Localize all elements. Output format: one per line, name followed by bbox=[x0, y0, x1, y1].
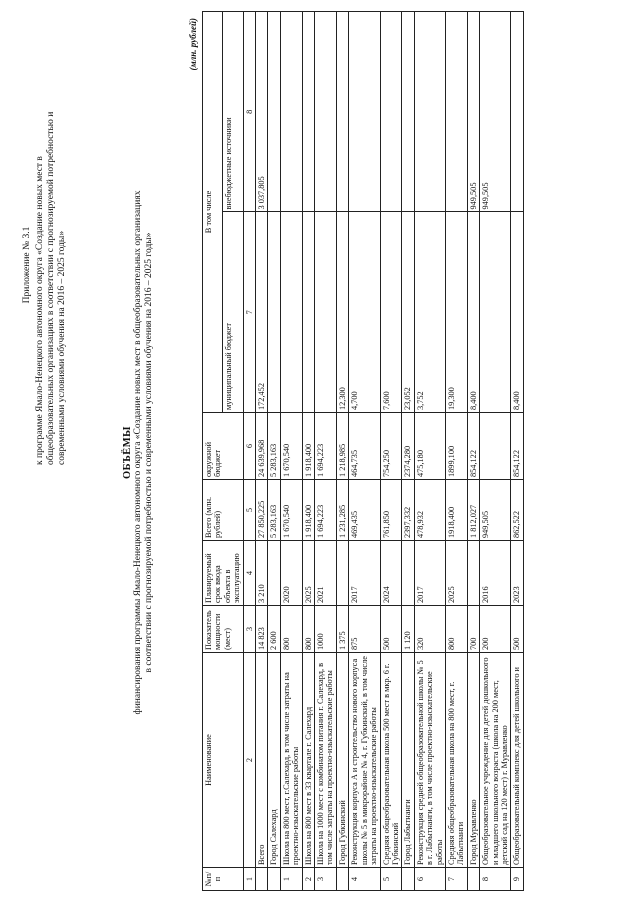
index-cell: 2 bbox=[243, 653, 255, 868]
table-row bbox=[380, 12, 402, 891]
row-okr: 1 670,540 bbox=[280, 413, 302, 480]
row-number: 1 bbox=[280, 868, 302, 891]
header-incl: В том числе bbox=[203, 12, 223, 413]
row-capacity: 800 bbox=[302, 606, 314, 653]
row-number: 2 bbox=[302, 868, 314, 891]
header-name: Наименование bbox=[203, 653, 244, 868]
row-total: 862,522 bbox=[511, 480, 523, 541]
row-capacity: 200 bbox=[480, 606, 511, 653]
row-mun: 23,052 bbox=[402, 212, 414, 413]
row-total: 1 918,400 bbox=[302, 480, 314, 541]
row-term: 2020 bbox=[280, 541, 302, 606]
row-okr: 754,250 bbox=[380, 413, 402, 480]
row-capacity: 500 bbox=[380, 606, 402, 653]
row-capacity: 2 600 bbox=[268, 606, 280, 653]
row-term: 2021 bbox=[315, 541, 337, 606]
row-mun bbox=[280, 212, 302, 413]
index-cell: 4 bbox=[243, 541, 255, 606]
row-name: Реконструкция средней общеобразовательной школы № 5 в г. Лабытнанги, в том числе проектно-изыскательские работы bbox=[414, 653, 445, 868]
row-name: Средняя общеобразовательная школа на 800 мест, г. Лабытнанги bbox=[445, 653, 467, 868]
row-total: 761,850 bbox=[380, 480, 402, 541]
row-mun: 8,400 bbox=[511, 212, 523, 413]
row-okr: 24 639,968 bbox=[256, 413, 268, 480]
row-okr: 475,180 bbox=[414, 413, 445, 480]
row-ext bbox=[349, 12, 380, 213]
row-name: Город Лабытнанги bbox=[402, 653, 414, 868]
row-term: 3 210 bbox=[256, 541, 268, 606]
row-term: 2025 bbox=[302, 541, 314, 606]
row-total: 1918,400 bbox=[445, 480, 467, 541]
row-ext bbox=[280, 12, 302, 213]
row-term bbox=[336, 541, 348, 606]
row-total: 5 283,163 bbox=[268, 480, 280, 541]
row-term: 2017 bbox=[349, 541, 380, 606]
row-capacity: 700 bbox=[467, 606, 479, 653]
row-okr: 464,735 bbox=[349, 413, 380, 480]
row-number: 3 bbox=[315, 868, 337, 891]
table-row bbox=[268, 12, 280, 891]
row-ext bbox=[268, 12, 280, 213]
index-row bbox=[243, 12, 255, 891]
row-okr: 1 694,223 bbox=[315, 413, 337, 480]
row-term: 2016 bbox=[480, 541, 511, 606]
row-mun: 7,600 bbox=[380, 212, 402, 413]
header-mun: муниципальный бюджет bbox=[223, 212, 243, 413]
row-name: Всего bbox=[256, 653, 268, 868]
financing-table bbox=[202, 11, 524, 891]
row-okr: 1899,100 bbox=[445, 413, 467, 480]
row-total: 949,505 bbox=[480, 480, 511, 541]
header-okr: окружной бюджет bbox=[203, 413, 244, 480]
row-capacity: 800 bbox=[280, 606, 302, 653]
index-cell: 3 bbox=[243, 606, 255, 653]
row-name: Город Губкинский bbox=[336, 653, 348, 868]
row-number: 5 bbox=[380, 868, 402, 891]
table-row bbox=[467, 12, 479, 891]
header-total: Всего (млн. рублей) bbox=[203, 480, 244, 541]
row-term bbox=[467, 541, 479, 606]
title-heading: ОБЪЁМЫ bbox=[122, 426, 133, 479]
row-okr bbox=[480, 413, 511, 480]
table-row bbox=[414, 12, 445, 891]
table-body bbox=[256, 12, 524, 891]
table-row bbox=[402, 12, 414, 891]
row-ext bbox=[380, 12, 402, 213]
row-number bbox=[256, 868, 268, 891]
row-ext bbox=[445, 12, 467, 213]
row-total: 1 670,540 bbox=[280, 480, 302, 541]
row-name: Общеобразовательный комплекс для детей школьного и bbox=[511, 653, 523, 868]
table-row bbox=[336, 12, 348, 891]
row-number bbox=[467, 868, 479, 891]
row-number bbox=[336, 868, 348, 891]
table-row bbox=[302, 12, 314, 891]
row-mun: 3,752 bbox=[414, 212, 445, 413]
units-label: (млн. рублей) bbox=[188, 18, 198, 71]
row-name: Общеобразовательное учреждение для детей дошкольного и младшего школьного возраста (школа на 200 мест, детский сад на 120 мест) г. Муравленко bbox=[480, 653, 511, 868]
row-ext: 949,505 bbox=[467, 12, 479, 213]
row-term: 2017 bbox=[414, 541, 445, 606]
table-row bbox=[445, 12, 467, 891]
row-ext bbox=[315, 12, 337, 213]
row-ext: 3 037,805 bbox=[256, 12, 268, 213]
row-ext bbox=[302, 12, 314, 213]
row-name: Школа на 800 мест в 33 квартале г. Салехард bbox=[302, 653, 314, 868]
row-mun: 4,700 bbox=[349, 212, 380, 413]
row-name: Школа на 1000 мест с комбинатом питания г. Салехард, в том числе затраты на проектно-изыскательские работы bbox=[315, 653, 337, 868]
table-row bbox=[280, 12, 302, 891]
row-number: 8 bbox=[480, 868, 511, 891]
row-ext bbox=[414, 12, 445, 213]
row-mun bbox=[302, 212, 314, 413]
row-capacity: 320 bbox=[414, 606, 445, 653]
row-total: 27 850,225 bbox=[256, 480, 268, 541]
row-ext bbox=[336, 12, 348, 213]
index-cell: 8 bbox=[243, 12, 255, 213]
row-term bbox=[268, 541, 280, 606]
row-capacity: 1 375 bbox=[336, 606, 348, 653]
row-number: 9 bbox=[511, 868, 523, 891]
index-cell: 5 bbox=[243, 480, 255, 541]
row-term: 2024 bbox=[380, 541, 402, 606]
row-number bbox=[268, 868, 280, 891]
row-name: Средняя общеобразовательная школа 500 мест в мкр. 6 г. Губкинский bbox=[380, 653, 402, 868]
row-okr: 854,122 bbox=[511, 413, 523, 480]
row-okr: 2374,280 bbox=[402, 413, 414, 480]
appendix-text: к программе Ямало-Ненецкого автономного округа «Создание новых мест в общеобразовательных организациях в соответствии с прогнозируемой потребностью и современными условиями обучения на 2016 – 2025 годы» bbox=[35, 111, 67, 465]
row-okr: 854,122 bbox=[467, 413, 479, 480]
row-total: 2397,332 bbox=[402, 480, 414, 541]
row-capacity: 875 bbox=[349, 606, 380, 653]
appendix-number: Приложение № 3.1 bbox=[22, 226, 32, 304]
row-okr: 1 918,400 bbox=[302, 413, 314, 480]
row-mun bbox=[315, 212, 337, 413]
table-row bbox=[349, 12, 380, 891]
table-row bbox=[315, 12, 337, 891]
table-row bbox=[511, 12, 523, 891]
row-name: Город Салехард bbox=[268, 653, 280, 868]
index-cell: 1 bbox=[243, 868, 255, 891]
row-mun: 172,452 bbox=[256, 212, 268, 413]
row-total: 478,932 bbox=[414, 480, 445, 541]
table-row bbox=[480, 12, 511, 891]
header-ext: внебюджетные источники bbox=[223, 12, 243, 213]
appendix-block bbox=[22, 65, 68, 465]
index-cell: 6 bbox=[243, 413, 255, 480]
row-mun: 8,400 bbox=[467, 212, 479, 413]
row-ext: 949,505 bbox=[480, 12, 511, 213]
row-capacity: 1000 bbox=[315, 606, 337, 653]
document-title bbox=[122, 0, 155, 905]
header-term: Планируемый срок ввода объекта в эксплуатацию bbox=[203, 541, 244, 606]
row-mun: 19,300 bbox=[445, 212, 467, 413]
row-ext bbox=[511, 12, 523, 213]
row-okr: 1 218,985 bbox=[336, 413, 348, 480]
row-number: 6 bbox=[414, 868, 445, 891]
row-number bbox=[402, 868, 414, 891]
header-no: №п/п bbox=[203, 868, 244, 891]
row-capacity: 14 823 bbox=[256, 606, 268, 653]
row-number: 4 bbox=[349, 868, 380, 891]
row-term bbox=[402, 541, 414, 606]
row-capacity: 1 120 bbox=[402, 606, 414, 653]
header-capacity: Показатель мощности (мест) bbox=[203, 606, 244, 653]
row-okr: 5 283,163 bbox=[268, 413, 280, 480]
row-ext bbox=[402, 12, 414, 213]
title-line-2: в соответствии с прогнозируемой потребностью и современными условиями обучения на 2016 – 2025 годы» bbox=[144, 232, 154, 673]
row-total: 1 231,285 bbox=[336, 480, 348, 541]
row-total: 469,435 bbox=[349, 480, 380, 541]
row-mun bbox=[480, 212, 511, 413]
index-cell: 7 bbox=[243, 212, 255, 413]
row-capacity: 500 bbox=[511, 606, 523, 653]
row-term: 2023 bbox=[511, 541, 523, 606]
row-capacity: 800 bbox=[445, 606, 467, 653]
row-number: 7 bbox=[445, 868, 467, 891]
table-row bbox=[256, 12, 268, 891]
row-total: 1 694,223 bbox=[315, 480, 337, 541]
row-mun: 12,300 bbox=[336, 212, 348, 413]
row-total: 1 812,027 bbox=[467, 480, 479, 541]
row-name: Школа на 800 мест, г.Салехард, в том числе затраты на проектно-изыскательские работы bbox=[280, 653, 302, 868]
row-term: 2025 bbox=[445, 541, 467, 606]
title-line-1: финансирования программы Ямало-Ненецкого автономного округа «Создание новых мест в общеобразовательных организациях bbox=[133, 190, 143, 715]
row-mun bbox=[268, 212, 280, 413]
row-name: Город Муравленко bbox=[467, 653, 479, 868]
row-name: Реконструкция корпуса А и строительство нового корпуса школы № 5 в микрорайоне № 4, г. Губкинский, в том числе затраты на проектно-изыскательские работы bbox=[349, 653, 380, 868]
